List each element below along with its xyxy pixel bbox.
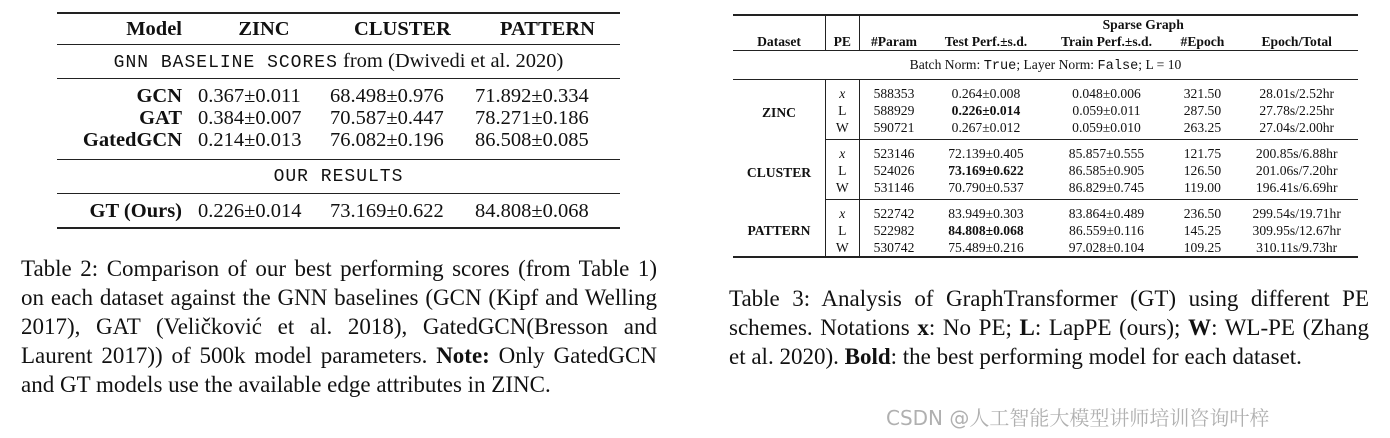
header-pattern: PATTERN [500,18,595,40]
table-row: W 590721 0.267±0.012 0.059±0.010 263.25 27.04s/2.00hr [733,119,1358,140]
watermark: CSDN @人工智能大模型讲师培训咨询叶梓 [886,406,1270,430]
table3-group-header-row [733,15,1358,33]
ours-section-row [57,160,620,194]
best-score: 0.226±0.014 [951,103,1021,118]
header-zinc: ZINC [238,18,290,40]
dataset-cluster: CLUSTER [733,140,825,200]
pe-analysis-table [733,14,1358,258]
table-row: GCN 0.367±0.011 68.498±0.976 71.892±0.334 [136,85,589,107]
table-row: L 524026 73.169±0.622 86.585±0.905 126.50 201.06s/7.20hr [733,162,1358,179]
group-header-sparse-graph: Sparse Graph [1102,17,1184,32]
table-row: L 522982 84.808±0.068 86.559±0.116 145.25 309.95s/12.67hr [733,222,1358,239]
comparison-table [57,12,620,229]
best-score: 73.169±0.622 [948,163,1024,178]
table2-caption: Table 2: Comparison of our best performing scores (from Table 1) on each dataset against the GNN baselines (GCN (Kipf and Welling 2017), GAT (Veličković et al. 2018), GatedGCN(Bresson and Laurent 2017)) of 500k model parameters. Note: Only GatedGCN and GT models use the available edge attributes in ZINC. [21,256,658,397]
ours-section-label: OUR RESULTS [57,160,620,194]
header-model: Model [126,18,182,40]
best-score: 84.808±0.068 [948,223,1024,238]
table2-header-row [57,13,620,45]
dataset-pattern: PATTERN [733,200,825,258]
table-row-ours: GT (Ours) 0.226±0.014 73.169±0.622 84.808±0.068 [57,194,620,229]
table-row: CLUSTER x 523146 72.139±0.405 85.857±0.555 121.75 200.85s/6.88hr [733,140,1358,163]
table-row: PATTERN x 522742 83.949±0.303 83.864±0.489 236.50 299.54s/19.71hr [733,200,1358,223]
header-cluster: CLUSTER [354,18,451,40]
baseline-section-row [57,45,620,79]
baseline-section-label: GNN BASELINE SCORES from (Dwivedi et al. 2020) [57,45,620,79]
table-row: GatedGCN 0.214±0.013 76.082±0.196 86.508±0.085 [57,129,620,160]
table3-header-row: Dataset PE #Param Test Perf.±s.d. Train Perf.±s.d. #Epoch Epoch/Total [733,33,1358,51]
table-row: W 531146 70.790±0.537 86.829±0.745 119.00 196.41s/6.69hr [733,179,1358,200]
table-row: GAT 0.384±0.007 70.587±0.447 78.271±0.186 [139,107,589,129]
setting-row: Batch Norm: True; Layer Norm: False; L = 10 [733,51,1358,80]
table3-caption: Table 3: Analysis of GraphTransformer (GT) using different PE schemes. Notations x: No PE; L: LapPE (ours); W: WL-PE (Zhang et al. 2020). Bold: the best performing model for each dataset. [729,286,1370,369]
dataset-zinc: ZINC [733,80,825,140]
table-row: ZINC x 588353 0.264±0.008 0.048±0.006 321.50 28.01s/2.52hr [733,80,1358,103]
table-row: L 588929 0.226±0.014 0.059±0.011 287.50 27.78s/2.25hr [733,102,1358,119]
table-row: W 530742 75.489±0.216 97.028±0.104 109.25 310.11s/9.73hr [733,239,1358,257]
